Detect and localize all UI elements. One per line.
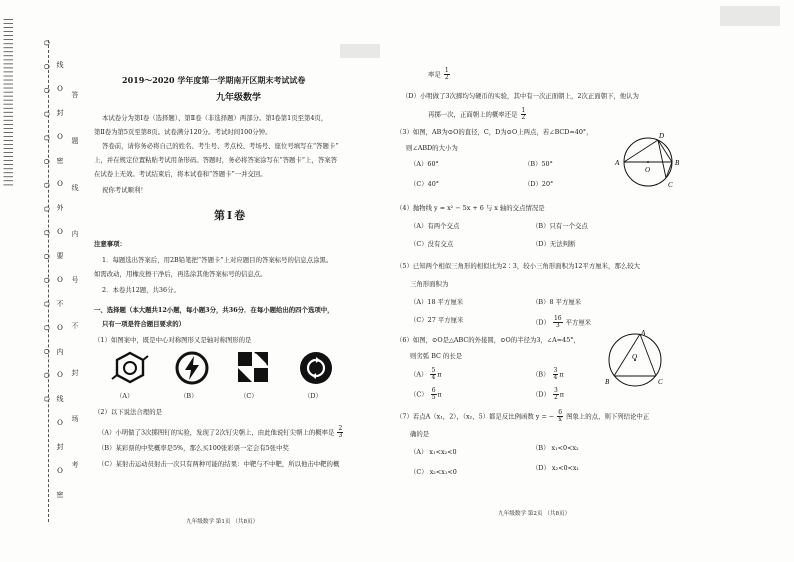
question-5: （5）已知两个相似三角形的相似比为2∶3，较小三角形面积为12平方厘米，那么较大 <box>396 262 640 270</box>
q5-option-d <box>532 316 591 329</box>
numerator: 6 <box>558 409 563 416</box>
seal-label: 外 <box>56 204 64 213</box>
q6-option-b-label: （B） <box>532 370 550 379</box>
field-label: 场 <box>71 414 79 423</box>
seal-label: O <box>57 466 63 475</box>
denominator: 4 <box>431 374 436 381</box>
q3-label-c: C <box>668 181 673 189</box>
q5-continuation: 三角形面积为 <box>410 280 449 288</box>
note-line: 如需改动，用橡皮擦干净后，再选涂其他答案标号的信息点。 <box>94 270 267 278</box>
section-heading: 一、选择题（本大题共12小题，每小题3分，共36分．在每小题给出的四个选项中， <box>94 306 334 314</box>
denominator: 4 <box>553 374 558 381</box>
q6-label-c: C <box>658 378 663 386</box>
numerator: 2 <box>338 425 343 432</box>
question-2: （2）以下说法合理的是 <box>94 408 162 416</box>
field-label: 内 <box>71 229 79 238</box>
binding-circles-text: OOOOOOOOOOOOOOOO <box>42 40 50 420</box>
question-6: （6）如图，⊙O是△ABC的外接圆，⊙O的半径为3，∠A=45°， <box>396 336 580 344</box>
pi-symbol: π <box>559 370 564 379</box>
q6-option-c-label: （C） <box>410 390 428 399</box>
q6-option-a-fraction <box>430 368 436 381</box>
q7-option-b: （B） x₁<0<x₂ <box>532 444 579 452</box>
numerator: 16 <box>553 315 562 322</box>
q5-option-d-fraction <box>553 316 563 329</box>
q3-label-a: A <box>615 159 620 167</box>
seal-label: O <box>57 84 63 93</box>
page-footer-right: 九年级数学 第2页 （共8页） <box>498 511 571 517</box>
field-label: 考 <box>71 461 79 469</box>
q5-option-d-label: （D） <box>532 318 550 327</box>
q3-label-d: D <box>659 132 665 140</box>
q6-option-c-fraction <box>431 388 437 401</box>
seal-label: 密 <box>56 156 64 165</box>
q1-figure-c-icon <box>236 350 270 384</box>
q2-option-a-fraction <box>337 426 343 439</box>
denominator: 5 <box>431 394 436 401</box>
seal-label: 要 <box>56 252 64 260</box>
q7-fraction <box>557 410 563 423</box>
q7-option-a: （A） x₁<x₂<0 <box>410 448 457 456</box>
q5-option-b: （B）8 平方厘米 <box>532 298 582 306</box>
seal-label: O <box>57 323 63 332</box>
intro-line: 第Ⅱ卷为第5页至第8页。试卷满分120分。考试时间100分钟。 <box>94 128 272 136</box>
q2c-fraction <box>444 68 450 81</box>
q3-option-c: （C）40° <box>410 180 439 188</box>
binding-ticks-text: |||||||||||||||||||||||||||||||||||||||||| <box>3 18 13 188</box>
seal-label: 内 <box>56 347 64 356</box>
q6-option-b <box>532 368 564 381</box>
field-label: 题 <box>71 137 79 146</box>
question-7 <box>396 410 649 423</box>
question-7-tail: 图象上的点，则下列结论中正 <box>566 412 650 421</box>
section-heading-cont: 只有一项是符合题目要求的） <box>102 320 186 328</box>
q6-option-c <box>410 388 442 401</box>
numerator: 5 <box>431 367 436 374</box>
field-label: 线 <box>71 183 79 192</box>
pi-symbol: π <box>437 370 442 379</box>
part-heading: 第Ⅰ卷 <box>214 209 248 222</box>
q2-option-d: （D）小明做了3次掷均匀硬币的实验，其中有一次正面朝上，2次正面朝下，他认为 <box>402 92 639 100</box>
q6-label-o: O <box>632 353 638 361</box>
q2-option-a-text: （A）小明做了3次掷图钉的实验，发现了2次钉尖朝上，由此他说钉尖朝上的概率是 <box>98 428 335 437</box>
q1-figure-a-icon <box>110 350 150 386</box>
binding-field-labels <box>70 90 80 470</box>
numerator: 6 <box>431 387 436 394</box>
numerator: 3 <box>553 387 558 394</box>
field-label: 不 <box>71 322 79 331</box>
q4-option-b: （B）只有一个交点 <box>532 222 588 230</box>
q3-continuation: 则∠ABD的大小为 <box>406 144 458 152</box>
seal-label: O <box>57 419 63 428</box>
denominator: 2 <box>444 74 449 81</box>
q6-option-b-fraction <box>553 368 559 381</box>
numerator: 1 <box>444 67 449 74</box>
binding-dashed-line <box>48 40 49 522</box>
denominator: 3 <box>555 322 560 329</box>
q2c-cont-text: 率是 <box>428 70 441 79</box>
seal-label: O <box>57 275 63 284</box>
intro-line: 在试卷上无效。考试结束后，将本试卷和“答题卡”一并交回。 <box>94 170 267 178</box>
question-1: （1）如图案中，既是中心对称图形又是轴对称图形的是 <box>94 336 252 344</box>
q6-option-d <box>532 388 564 401</box>
q3-option-b: （B）50° <box>524 160 553 168</box>
q4-option-d: （D）无法判断 <box>532 240 576 248</box>
pi-symbol: π <box>559 390 564 399</box>
q1-figure-d-icon <box>298 350 334 386</box>
q3-label-b: B <box>675 159 680 167</box>
q3-option-a: （A）60° <box>410 160 439 168</box>
q2-option-b: （B）某彩票的中奖概率是5%，那么买100张彩票一定会有5张中奖 <box>98 444 289 452</box>
right-page <box>396 0 780 562</box>
q2-option-a <box>98 426 344 439</box>
q6-option-d-label: （D） <box>532 390 550 399</box>
binding-ticks-left <box>4 18 12 538</box>
seal-label: O <box>57 132 63 141</box>
intro-line: 祝你考试顺利！ <box>102 186 147 194</box>
seal-label: 封 <box>56 108 64 117</box>
question-3: （3）如图，AB为⊙O的直径，C，D为⊙O上两点，若∠BCD=40°， <box>396 128 593 136</box>
q2d-fraction <box>521 108 527 121</box>
q5-option-a: （A）18 平方厘米 <box>410 298 464 306</box>
pi-symbol: π <box>437 390 442 399</box>
note-line: 2．本卷共12题，共36分。 <box>102 286 180 294</box>
page-footer-left: 九年级数学 第1页 （共8页） <box>186 519 259 525</box>
question-4: （4）抛物线 y = x² − 5x + 6 与 x 轴的交点情况是 <box>396 204 545 212</box>
exam-title: 2019～2020 学年度第一学期南开区期末考试试卷 <box>122 75 306 85</box>
q3-option-d: （D）20° <box>524 180 554 188</box>
denominator: 2 <box>553 394 558 401</box>
numerator: 3 <box>553 367 558 374</box>
intro-line: 本试卷分为第Ⅰ卷（选择题）、第Ⅱ卷（非选择题）两部分。第Ⅰ卷第1页至第4页， <box>102 114 328 122</box>
q2-option-c: （C）某射击运动员射击一次只有两种可能的结果：中靶与不中靶，所以他击中靶的概 <box>98 460 340 468</box>
field-label: 封 <box>71 368 79 377</box>
q4-option-c: （C）没有交点 <box>410 240 454 248</box>
q2d-continuation <box>428 108 527 121</box>
denominator: 2 <box>521 114 526 121</box>
note-line: 1．每题选出答案后，用2B铅笔把“答题卡”上对应题目的答案标号的信息点涂黑。 <box>102 256 333 264</box>
q7-option-c: （C） x₂<x₁<0 <box>410 468 457 476</box>
q3-circle-figure <box>612 130 684 192</box>
field-label: 答 <box>71 91 79 99</box>
left-page <box>80 0 398 562</box>
q1-option-a: （A） <box>116 392 134 400</box>
q3-label-o: O <box>645 166 651 174</box>
seal-label: 不 <box>56 299 64 308</box>
seal-label: O <box>57 180 63 189</box>
notes-heading: 注意事项： <box>94 240 126 248</box>
q6-continuation: 则劣弧 BC 的长是 <box>410 352 463 360</box>
q7-continuation: 确的是 <box>410 430 430 438</box>
q5-option-d-unit: 平方厘米 <box>565 318 592 327</box>
seal-label: O <box>57 371 63 380</box>
q6-label-b: B <box>605 378 610 386</box>
denominator: 3 <box>338 432 343 439</box>
q1-option-d: （D） <box>304 392 322 400</box>
seal-label: 密 <box>56 490 64 499</box>
seal-label: 封 <box>56 443 64 451</box>
q1-option-b: （B） <box>180 392 198 400</box>
binding-seal-labels <box>54 60 66 500</box>
q2d-cont-text: 再掷一次，正面朝上的概率还是 <box>428 110 518 119</box>
q1-figure-b-icon <box>174 350 210 386</box>
field-label: 号 <box>71 276 79 284</box>
seal-label: 线 <box>56 61 64 69</box>
q7-option-d: （D） x₂<0<x₁ <box>532 464 580 472</box>
q6-circle-figure <box>600 328 670 392</box>
q1-option-c: （C） <box>240 392 258 400</box>
seal-label: O <box>57 228 63 237</box>
q6-option-a <box>410 368 441 381</box>
intro-line: 答卷前，请你务必将自己的姓名、考生号、考点校、考场号、座位号填写在“答题卡” <box>102 142 339 150</box>
q6-option-a-label: （A） <box>410 370 428 379</box>
q6-label-a: A <box>641 329 646 337</box>
q6-option-d-fraction <box>553 388 559 401</box>
intro-line: 上，并在规定位置粘贴考试用条形码。答题时，务必将答案涂写在“答题卡”上，答案答 <box>94 156 337 164</box>
q2c-continuation <box>428 68 451 81</box>
q5-option-c: （C）27 平方厘米 <box>410 316 464 324</box>
denominator: x <box>558 416 562 423</box>
q4-option-a: （A）有两个交点 <box>410 222 460 230</box>
subject-title: 九年级数学 <box>216 93 262 103</box>
seal-label: 线 <box>56 395 64 404</box>
numerator: 1 <box>521 107 526 114</box>
question-7-text: （7）若点A（x₁，2），（x₂，5）都是反比例函数 y = − <box>396 412 555 421</box>
